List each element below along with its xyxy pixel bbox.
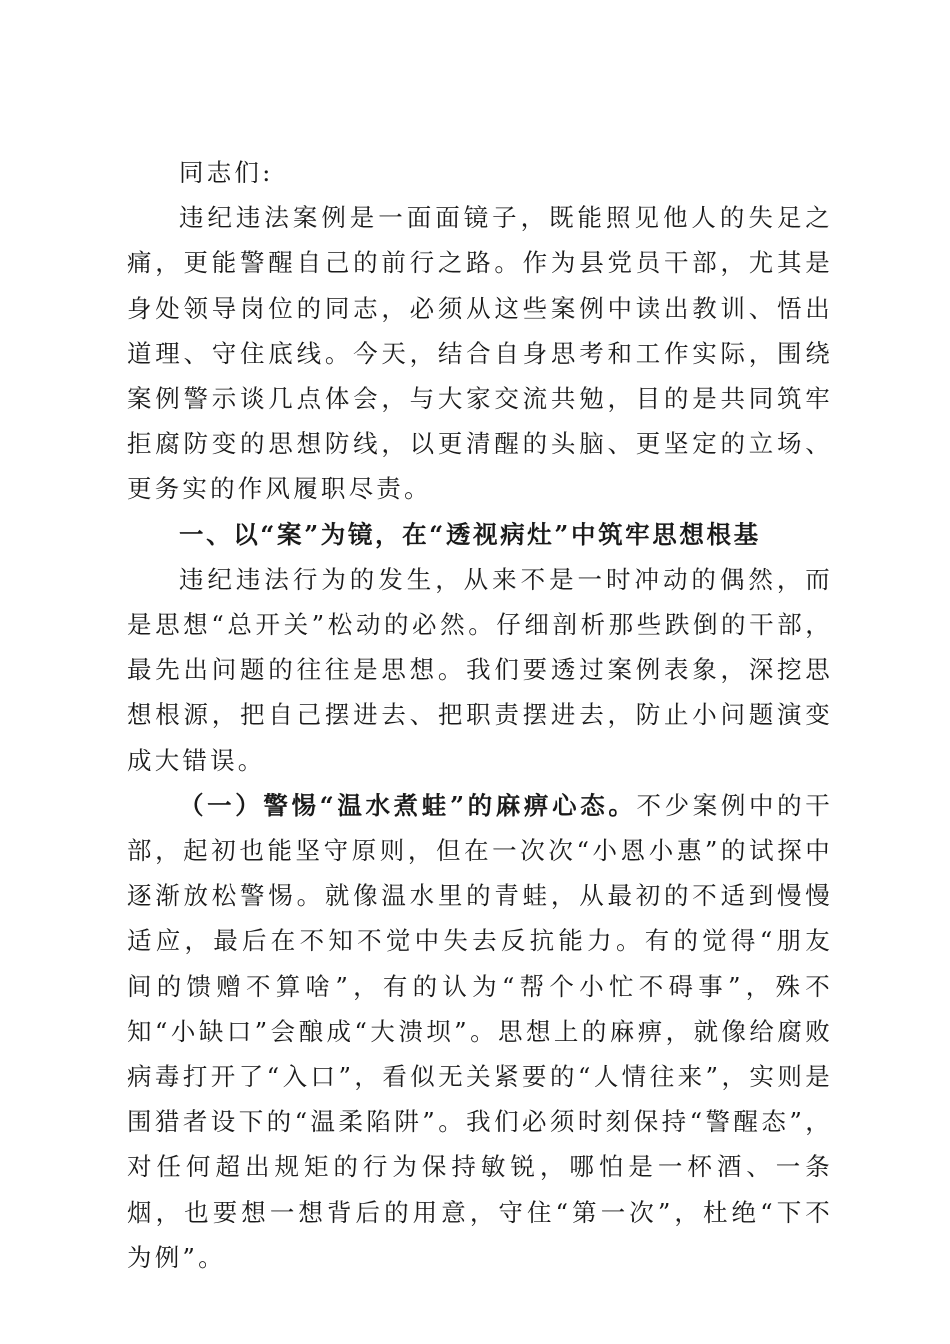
intro-paragraph: 违纪违法案例是一面面镜子，既能照见他人的失足之痛，更能警醒自己的前行之路。作为县党员干部，尤其是身处领导岗位的同志，必须从这些案例中读出教训、悟出道理、守住底线。今天，结合自身思考和工作实际，围绕案例警示谈几点体会，与大家交流共勉，目的是共同筑牢拒腐防变的思想防线，以更清醒的头脑、更坚定的立场、更务实的作风履职尽责。	[127, 203, 833, 504]
subsection-1-paragraph	[127, 783, 833, 1280]
subsection-1-body: 不少案例中的干部，起初也能坚守原则，但在一次次“小恩小惠”的试探中逐渐放松警惕。就像温水里的青蛙，从最初的不适到慢慢适应，最后在不知不觉中失去反抗能力。有的觉得“朋友间的馈赠不算啥”，有的认为“帮个小忙不碍事”，殊不知“小缺口”会酿成“大溃坝”。思想上的麻痹，就像给腐败病毒打开了“入口”，看似无关紧要的“人情往来”，实则是围猎者设下的“温柔陷阱”。我们必须时刻保持“警醒态”，对任何超出规矩的行为保持敏锐，哪怕是一杯酒、一条烟，也要想一想背后的用意，守住“第一次”，杜绝“下不为例”。	[127, 790, 833, 1272]
subsection-1-title: （一）警惕“温水煮蛙”的麻痹心态。	[179, 790, 637, 820]
section-1-body: 违纪违法行为的发生，从来不是一时冲动的偶然，而是思想“总开关”松动的必然。仔细剖析那些跌倒的干部，最先出问题的往往是思想。我们要透过案例表象，深挖思想根源，把自己摆进去、把职责摆进去，防止小问题演变成大错误。	[127, 564, 833, 775]
section-1-heading: 一、以“案”为镜，在“透视病灶”中筑牢思想根基	[179, 519, 761, 549]
document-page	[127, 150, 833, 1280]
salutation: 同志们:	[179, 158, 274, 187]
